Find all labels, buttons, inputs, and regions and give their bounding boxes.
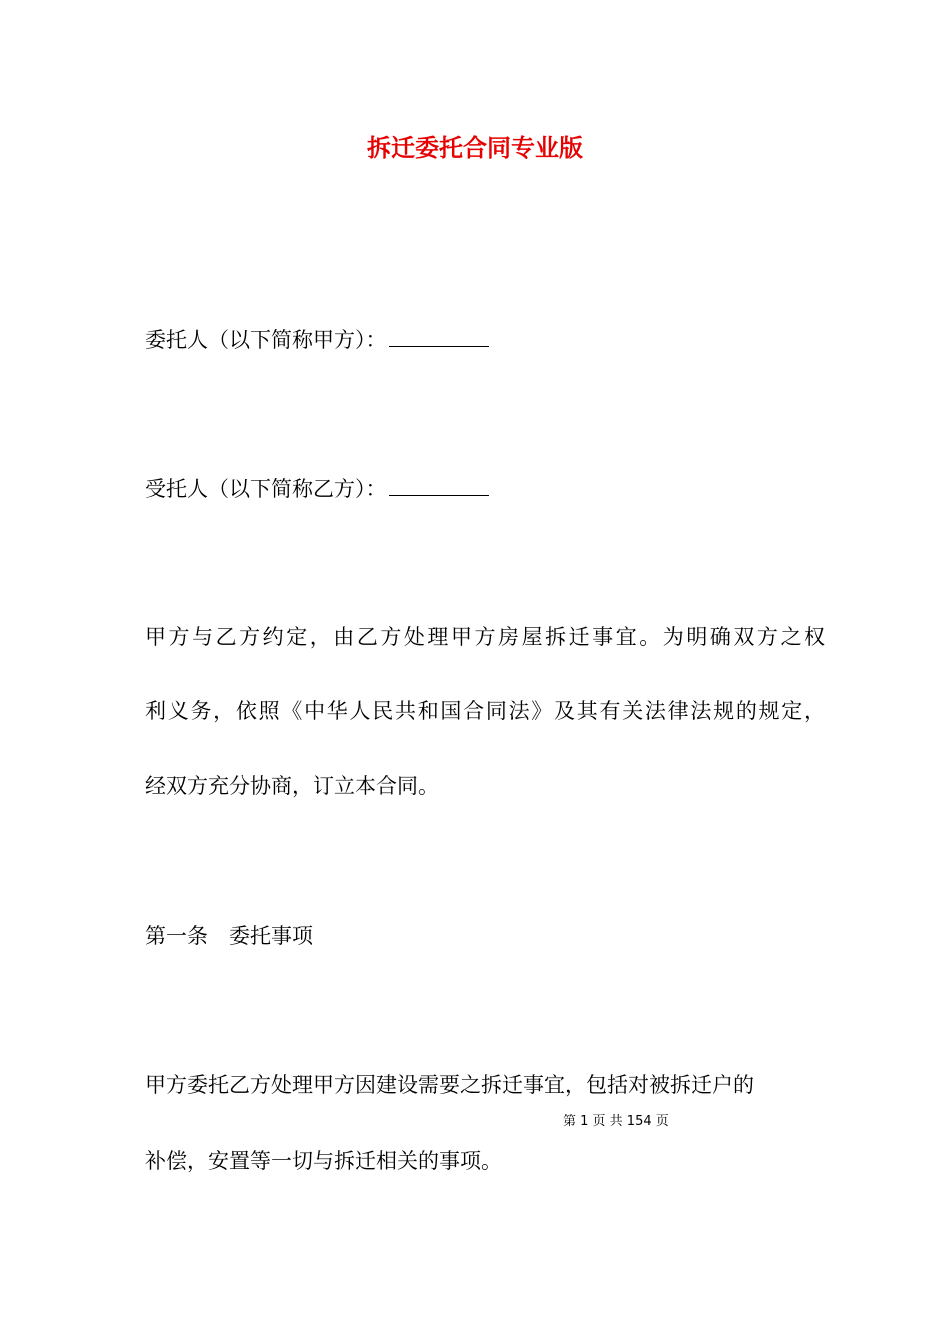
principal-label: 委托人（以下简称甲方）： [145,328,387,352]
principal-line [145,325,489,355]
preamble-line-1: 甲方与乙方约定，由乙方处理甲方房屋拆迁事宜。为明确双方之权 [145,625,825,649]
agent-line [145,474,489,504]
agent-label: 受托人（以下简称乙方）： [145,477,387,501]
document-title: 拆迁委托合同专业版 [367,134,583,162]
principal-blank [389,326,489,347]
article-1-line-1: 甲方委托乙方处理甲方因建设需要之拆迁事宜，包括对被拆迁户的 [145,1073,754,1097]
article-1-line-2: 补偿，安置等一切与拆迁相关的事项。 [145,1149,502,1173]
page-footer: 第 1 页 共 154 页 [563,1114,669,1129]
preamble-line-2: 利义务，依照《中华人民共和国合同法》及其有关法律法规的规定， [145,699,825,723]
article-1-heading: 第一条 委托事项 [145,924,313,948]
agent-blank [389,475,489,496]
preamble-line-3: 经双方充分协商，订立本合同。 [145,774,439,798]
